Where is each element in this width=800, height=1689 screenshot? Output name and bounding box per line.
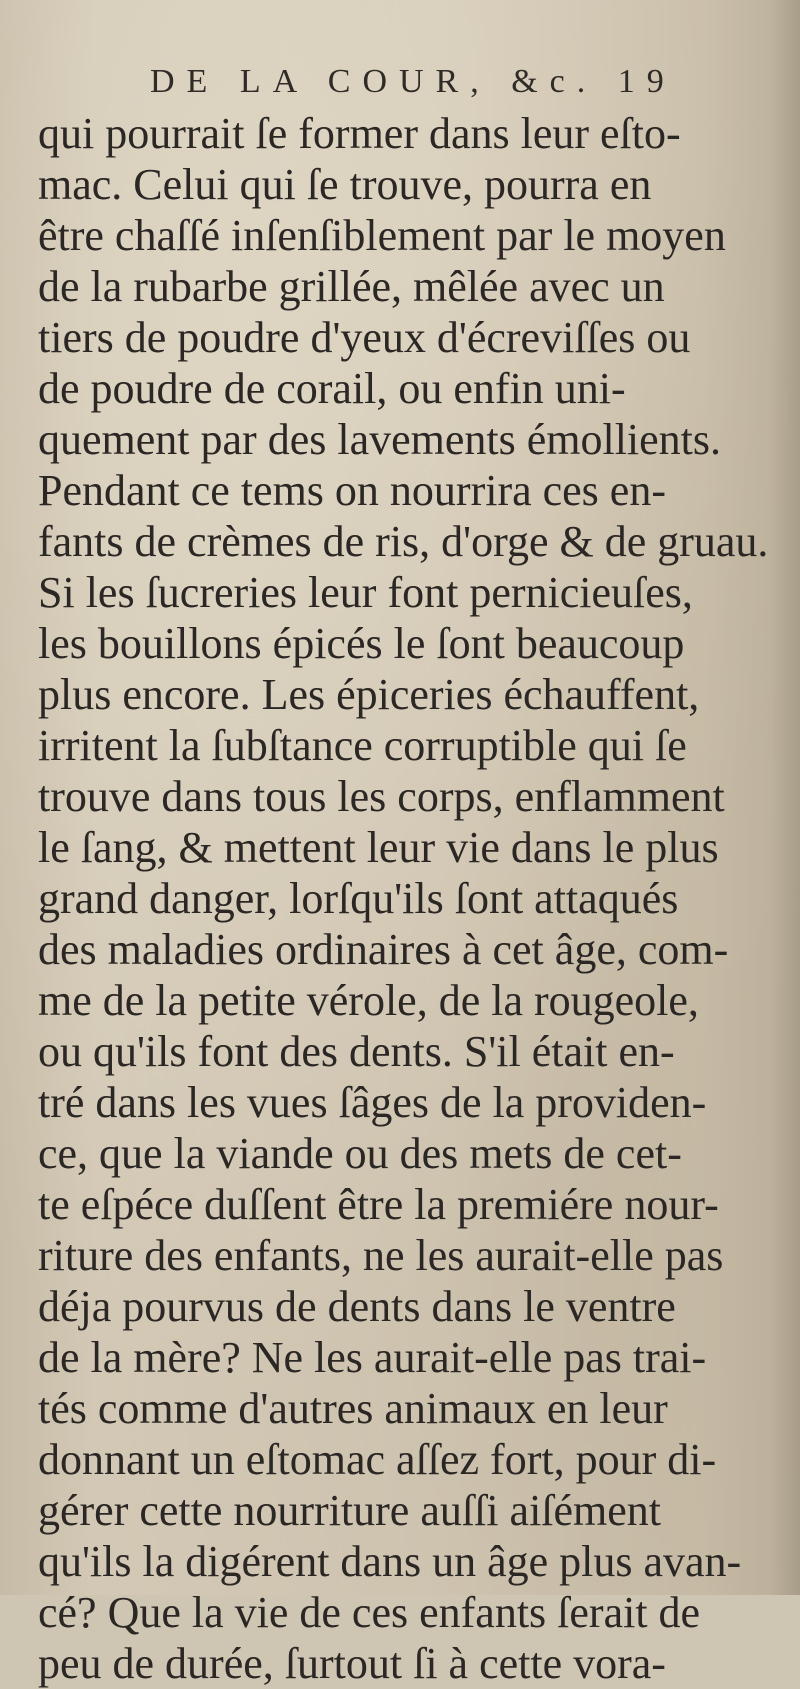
- text-line: tré dans les vues ſâges de la providen-: [38, 1078, 707, 1127]
- text-line: te eſpéce duſſent être la premiére nour-: [38, 1180, 719, 1229]
- text-line: Pendant ce tems on nourrira ces en-: [38, 466, 666, 515]
- text-line: plus encore. Les épiceries échauffent,: [38, 670, 700, 719]
- text-line: donnant un eſtomac aſſez fort, pour di-: [38, 1435, 717, 1484]
- text-line: tés comme d'autres animaux en leur: [38, 1384, 668, 1433]
- text-line: de la rubarbe grillée, mêlée avec un: [38, 262, 665, 311]
- running-head: DE LA COUR, &c. 19: [150, 63, 676, 100]
- text-line: trouve dans tous les corps, enflamment: [38, 772, 725, 821]
- text-line: fants de crèmes de ris, d'orge & de gruau.: [38, 517, 769, 566]
- text-line: tiers de poudre d'yeux d'écreviſſes ou: [38, 313, 691, 362]
- text-line: ce, que la viande ou des mets de cet-: [38, 1129, 682, 1178]
- text-line: de poudre de corail, ou enfin uni-: [38, 364, 626, 413]
- text-line: qui pourrait ſe former dans leur eſto-: [38, 109, 681, 158]
- text-line: me de la petite vérole, de la rougeole,: [38, 976, 699, 1025]
- text-line: ou qu'ils font des dents. S'il était en-: [38, 1027, 675, 1076]
- body-text: [38, 108, 768, 1689]
- text-line: les bouillons épicés le ſont beaucoup: [38, 619, 685, 668]
- text-line: grand danger, lorſqu'ils ſont attaqués: [38, 874, 679, 923]
- page-edge-shadow: [770, 0, 800, 1595]
- text-line: gérer cette nourriture auſſi aiſément: [38, 1486, 662, 1535]
- text-line: Si les ſucreries leur font pernicieuſes,: [38, 568, 693, 617]
- text-line: déja pourvus de dents dans le ventre: [38, 1282, 676, 1331]
- text-line: de la mère? Ne les aurait-elle pas trai-: [38, 1333, 707, 1382]
- text-line: quement par des lavements émollients.: [38, 415, 722, 464]
- text-line: irritent la ſubſtance corruptible qui ſe: [38, 721, 687, 770]
- text-line: peu de durée, ſurtout ſi à cette vora-: [38, 1639, 666, 1688]
- text-line: mac. Celui qui ſe trouve, pourra en: [38, 160, 652, 209]
- text-line: cé? Que la vie de ces enfants ſerait de: [38, 1588, 701, 1637]
- text-line: des maladies ordinaires à cet âge, com-: [38, 925, 729, 974]
- text-line: le ſang, & mettent leur vie dans le plus: [38, 823, 719, 872]
- text-line: être chaſſé inſenſiblement par le moyen: [38, 211, 726, 260]
- text-line: qu'ils la digérent dans un âge plus avan-: [38, 1537, 742, 1586]
- text-line: riture des enfants, ne les aurait-elle pas: [38, 1231, 724, 1280]
